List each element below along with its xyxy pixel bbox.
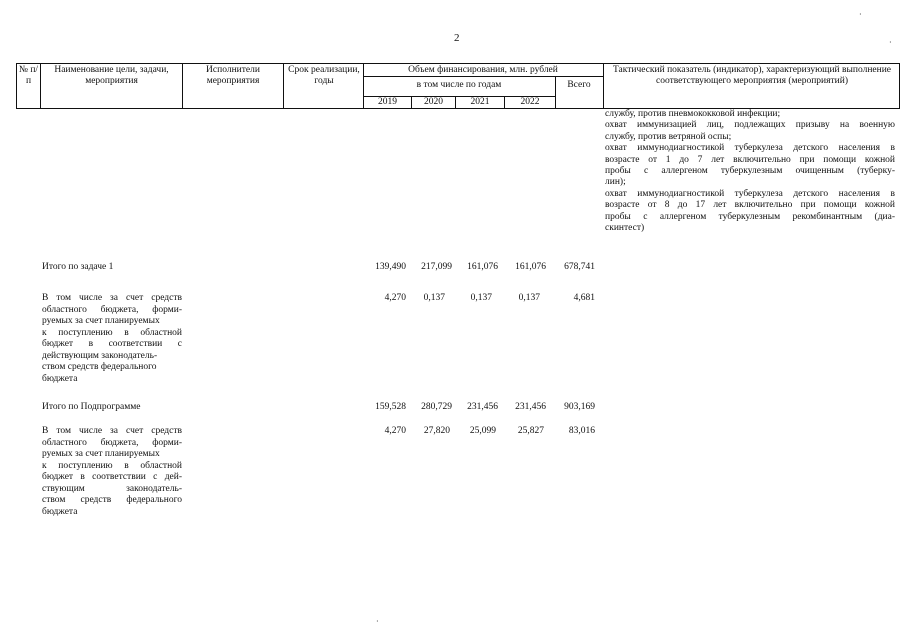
scan-mark: · bbox=[376, 617, 379, 626]
tactic-line: возрасте от 1 до 7 лет включительно при помощи кожной bbox=[605, 154, 895, 165]
page-number: 2 bbox=[454, 32, 460, 44]
row-subprogram-regional-label: В том числе за счет средств областного бюджета, форми- руемых за счет планируемых к поступлению в областной бюджет в соответствии с дей- ствующим законодатель- ством средств федерального бюджета bbox=[42, 426, 182, 517]
row-subprogram-regional-2022: 25,827 bbox=[517, 426, 544, 436]
header-col-total: Всего bbox=[567, 80, 591, 90]
header-col-by-years: в том числе по годам bbox=[416, 80, 502, 90]
header-col-term: Срок реализации, годы bbox=[288, 65, 360, 86]
tactic-line: возрасте от 8 до 17 лет включительно при помощи кожной bbox=[605, 200, 895, 211]
row-subprogram-regional-2021: 25,099 bbox=[469, 426, 496, 436]
row-total-subprogram-total: 903,169 bbox=[564, 402, 595, 412]
tactic-line: пробы с аллергеном туберкулезным очищенным (туберку- bbox=[605, 166, 895, 177]
header-year-2021: 2021 bbox=[470, 97, 490, 107]
tactic-line: пробы с аллергеном туберкулезным рекомбинантным (диа- bbox=[605, 211, 895, 222]
row-total-subprogram-2020: 280,729 bbox=[421, 402, 452, 412]
row-total-task1-total: 678,741 bbox=[564, 262, 595, 272]
header-col-name: Наименование цели, задачи, мероприятия bbox=[54, 65, 169, 86]
header-col-number: № п/п bbox=[18, 65, 39, 86]
row-task1-regional-total: 4,681 bbox=[573, 293, 595, 303]
header-year-2022: 2022 bbox=[520, 97, 540, 107]
row-total-task1-2019: 139,490 bbox=[375, 262, 406, 272]
row-subprogram-regional-total: 83,016 bbox=[568, 426, 595, 436]
row-total-task1-2022: 161,076 bbox=[515, 262, 546, 272]
row-task1-regional-2020: 0,137 bbox=[423, 293, 445, 303]
row-subprogram-regional-2019: 4,270 bbox=[384, 426, 406, 436]
row-total-subprogram-2022: 231,456 bbox=[515, 402, 546, 412]
row-task1-regional-label: В том числе за счет средств областного бюджета, форми- руемых за счет планируемых к поступлению в областной бюджет в соответствии с действующим законодатель- ством средств федерального бюджета bbox=[42, 293, 182, 384]
row-task1-regional-2019: 4,270 bbox=[384, 293, 406, 303]
tactic-line: охват иммунизацией лиц, подлежащих призыву на военную bbox=[605, 120, 895, 131]
row-total-task1-2021: 161,076 bbox=[467, 262, 498, 272]
tactic-line: службу, против ветряной оспы; bbox=[605, 131, 732, 142]
header-col-tactic: Тактический показатель (индикатор), характеризующий выполнение соответствующего мероприятия (мероприятий) bbox=[612, 65, 892, 86]
header-col-executors: Исполнители мероприятия bbox=[206, 65, 260, 86]
row-total-subprogram-2021: 231,456 bbox=[467, 402, 498, 412]
tactic-line: службу, против пневмококковой инфекции; bbox=[605, 109, 781, 119]
tactic-line: охват иммунодиагностикой туберкулеза детского населения в bbox=[605, 143, 895, 154]
scan-mark: · bbox=[889, 38, 892, 47]
row-subprogram-regional-2020: 27,820 bbox=[423, 426, 450, 436]
tactic-line: лин); bbox=[605, 177, 626, 188]
tactic-line: скинтест) bbox=[605, 223, 645, 234]
header-col-volume: Объем финансирования, млн. рублей bbox=[408, 65, 558, 75]
row-total-subprogram-2019: 159,528 bbox=[375, 402, 406, 412]
row-task1-regional-2021: 0,137 bbox=[470, 293, 492, 303]
row-total-task1-label: Итого по задаче 1 bbox=[42, 262, 114, 272]
scan-mark: · bbox=[859, 10, 862, 19]
header-year-2020: 2020 bbox=[424, 97, 443, 107]
tactic-line: охват иммунодиагностикой туберкулеза детского населения в bbox=[605, 188, 895, 199]
row-task1-regional-2022: 0,137 bbox=[518, 293, 540, 303]
row-total-subprogram-label: Итого по Подпрограмме bbox=[42, 402, 141, 412]
header-year-2019: 2019 bbox=[378, 97, 397, 107]
row-total-task1-2020: 217,099 bbox=[421, 262, 452, 272]
tactic-indicator-text bbox=[605, 109, 895, 234]
